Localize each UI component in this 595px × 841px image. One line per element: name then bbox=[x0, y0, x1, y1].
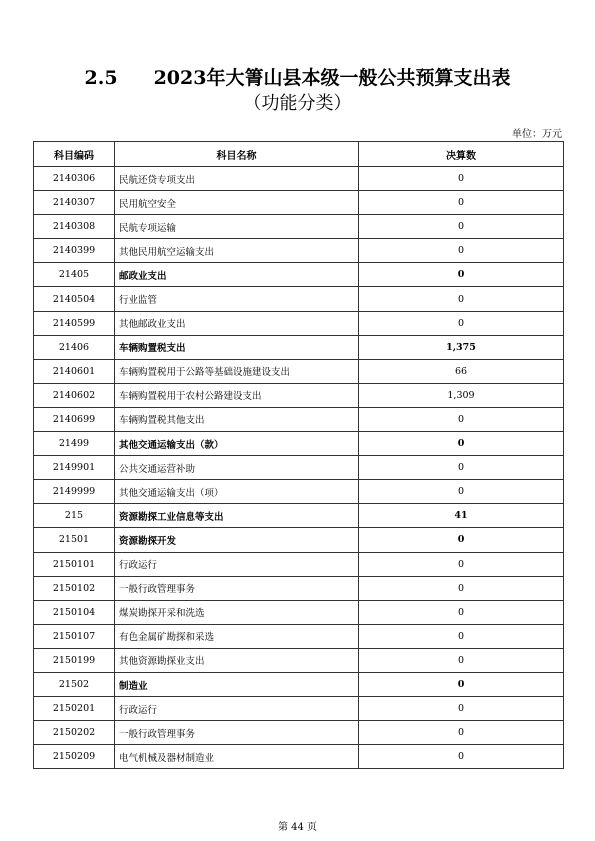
row-name: 邮政业支出 bbox=[115, 263, 359, 287]
table-row bbox=[34, 552, 564, 576]
row-value: 0 bbox=[359, 528, 564, 552]
row-name: 车辆购置税用于公路等基础设施建设支出 bbox=[115, 359, 359, 383]
row-code: 2150104 bbox=[34, 600, 115, 624]
section-number: 2.5 bbox=[84, 67, 118, 89]
row-name: 车辆购置税用于农村公路建设支出 bbox=[115, 383, 359, 407]
row-name: 有色金属矿勘探和采选 bbox=[115, 624, 359, 648]
row-name: 其他资源勘探业支出 bbox=[115, 648, 359, 672]
table-row bbox=[34, 576, 564, 600]
row-code: 215 bbox=[34, 504, 115, 528]
row-code: 2150202 bbox=[34, 721, 115, 745]
row-value: 0 bbox=[359, 480, 564, 504]
row-value: 0 bbox=[359, 287, 564, 311]
row-code: 2150102 bbox=[34, 576, 115, 600]
row-name: 一般行政管理事务 bbox=[115, 576, 359, 600]
header-code: 科目编码 bbox=[34, 142, 115, 167]
row-name: 制造业 bbox=[115, 672, 359, 696]
row-name: 行政运行 bbox=[115, 552, 359, 576]
table-row bbox=[34, 697, 564, 721]
table-row bbox=[34, 432, 564, 456]
table-row bbox=[34, 263, 564, 287]
row-name: 车辆购置税支出 bbox=[115, 335, 359, 359]
row-name: 行业监管 bbox=[115, 287, 359, 311]
row-code: 2140307 bbox=[34, 191, 115, 215]
table-row bbox=[34, 624, 564, 648]
row-value: 0 bbox=[359, 239, 564, 263]
row-name: 其他邮政业支出 bbox=[115, 311, 359, 335]
table-row bbox=[34, 672, 564, 696]
row-value: 0 bbox=[359, 576, 564, 600]
row-code: 21406 bbox=[34, 335, 115, 359]
row-code: 2140308 bbox=[34, 215, 115, 239]
budget-table bbox=[33, 141, 564, 769]
row-name: 其他交通运输支出（项） bbox=[115, 480, 359, 504]
row-name: 民航还贷专项支出 bbox=[115, 167, 359, 191]
table-row bbox=[34, 745, 564, 769]
row-value: 0 bbox=[359, 648, 564, 672]
row-code: 2149901 bbox=[34, 456, 115, 480]
row-value: 0 bbox=[359, 721, 564, 745]
row-name: 一般行政管理事务 bbox=[115, 721, 359, 745]
table-row bbox=[34, 383, 564, 407]
table-row bbox=[34, 311, 564, 335]
row-value: 41 bbox=[359, 504, 564, 528]
row-name: 民用航空安全 bbox=[115, 191, 359, 215]
table-row bbox=[34, 215, 564, 239]
row-value: 0 bbox=[359, 624, 564, 648]
row-code: 2150101 bbox=[34, 552, 115, 576]
table-row bbox=[34, 167, 564, 191]
table-row bbox=[34, 528, 564, 552]
row-code: 2150107 bbox=[34, 624, 115, 648]
row-value: 0 bbox=[359, 311, 564, 335]
row-name: 行政运行 bbox=[115, 697, 359, 721]
table-row bbox=[34, 191, 564, 215]
header-value: 决算数 bbox=[359, 142, 564, 167]
row-code: 2140601 bbox=[34, 359, 115, 383]
row-value: 0 bbox=[359, 407, 564, 431]
row-code: 2140699 bbox=[34, 407, 115, 431]
row-code: 2150209 bbox=[34, 745, 115, 769]
table-row bbox=[34, 239, 564, 263]
table-row bbox=[34, 504, 564, 528]
table-row bbox=[34, 287, 564, 311]
row-name: 车辆购置税其他支出 bbox=[115, 407, 359, 431]
page-title bbox=[0, 66, 595, 90]
row-value: 1,309 bbox=[359, 383, 564, 407]
row-value: 66 bbox=[359, 359, 564, 383]
header-name: 科目名称 bbox=[115, 142, 359, 167]
row-value: 0 bbox=[359, 600, 564, 624]
row-code: 21405 bbox=[34, 263, 115, 287]
row-value: 0 bbox=[359, 432, 564, 456]
unit-label: 单位：万元 bbox=[512, 129, 562, 140]
row-name: 煤炭勘探开采和洗选 bbox=[115, 600, 359, 624]
row-value: 0 bbox=[359, 263, 564, 287]
row-value: 1,375 bbox=[359, 335, 564, 359]
row-name: 资源勘探工业信息等支出 bbox=[115, 504, 359, 528]
row-value: 0 bbox=[359, 167, 564, 191]
row-code: 2149999 bbox=[34, 480, 115, 504]
row-name: 公共交通运营补助 bbox=[115, 456, 359, 480]
row-name: 资源勘探开发 bbox=[115, 528, 359, 552]
row-code: 2140602 bbox=[34, 383, 115, 407]
table-row bbox=[34, 648, 564, 672]
table-row bbox=[34, 335, 564, 359]
table-row bbox=[34, 721, 564, 745]
table-row bbox=[34, 359, 564, 383]
table-header-row bbox=[34, 142, 564, 167]
row-name: 电气机械及器材制造业 bbox=[115, 745, 359, 769]
row-code: 2140599 bbox=[34, 311, 115, 335]
table-row bbox=[34, 407, 564, 431]
row-name: 其他民用航空运输支出 bbox=[115, 239, 359, 263]
page-number: 第 44 页 bbox=[277, 822, 318, 833]
row-value: 0 bbox=[359, 456, 564, 480]
row-value: 0 bbox=[359, 745, 564, 769]
row-value: 0 bbox=[359, 552, 564, 576]
page-subtitle: （功能分类） bbox=[243, 93, 352, 114]
row-name: 民航专项运输 bbox=[115, 215, 359, 239]
row-value: 0 bbox=[359, 697, 564, 721]
row-value: 0 bbox=[359, 191, 564, 215]
table-row bbox=[34, 600, 564, 624]
title-text: 2023年大箐山县本级一般公共预算支出表 bbox=[153, 67, 511, 89]
row-code: 2150201 bbox=[34, 697, 115, 721]
row-name: 其他交通运输支出（款） bbox=[115, 432, 359, 456]
row-code: 21502 bbox=[34, 672, 115, 696]
row-value: 0 bbox=[359, 672, 564, 696]
table-row bbox=[34, 480, 564, 504]
table-row bbox=[34, 456, 564, 480]
row-code: 2150199 bbox=[34, 648, 115, 672]
row-code: 21501 bbox=[34, 528, 115, 552]
row-code: 2140504 bbox=[34, 287, 115, 311]
row-code: 2140399 bbox=[34, 239, 115, 263]
row-code: 2140306 bbox=[34, 167, 115, 191]
row-value: 0 bbox=[359, 215, 564, 239]
row-code: 21499 bbox=[34, 432, 115, 456]
